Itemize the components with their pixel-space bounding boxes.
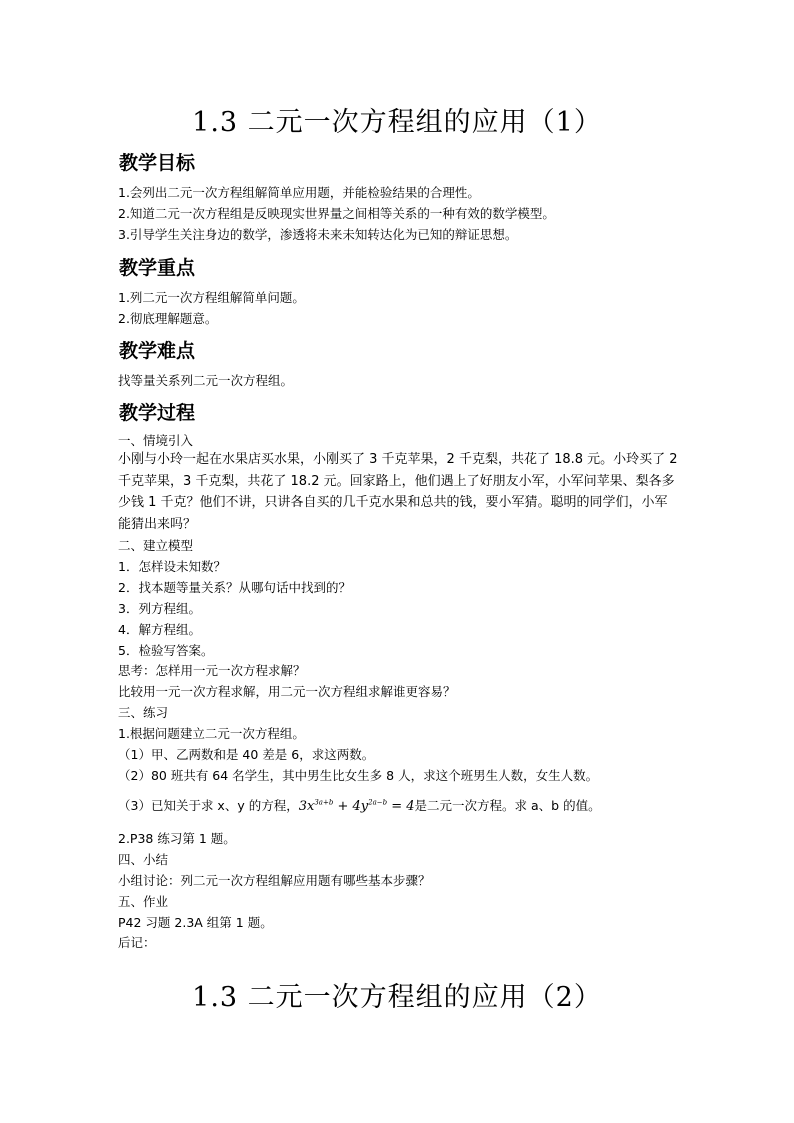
model-step: 2．找本题等量关系？从哪句话中找到的？ xyxy=(118,580,351,595)
practice-question: （2）80 班共有 64 名学生，其中男生比女生多 8 人，求这个班男生人数，女生人数。 xyxy=(118,768,599,783)
model-step: 4．解方程组。 xyxy=(118,622,201,637)
think-question: 思考：怎样用一元一次方程求解？ xyxy=(118,663,306,678)
goal-item: 1.会列出二元一次方程组解简单应用题，并能检验结果的合理性。 xyxy=(118,185,480,200)
keypoint-item: 2.彻底理解题意。 xyxy=(118,311,218,326)
think-question: 比较用一元一次方程求解，用二元一次方程组求解谁更容易？ xyxy=(118,684,456,699)
goal-item: 2.知道二元一次方程组是反映现实世界量之间相等关系的一种有效的数学模型。 xyxy=(118,206,555,221)
section-title-homework: 五、作业 xyxy=(118,894,169,909)
practice-question: （1）甲、乙两数和是 40 差是 6，求这两数。 xyxy=(118,747,375,762)
practice-intro: 1.根据问题建立二元一次方程组。 xyxy=(118,726,305,741)
practice-item: 2.P38 练习第 1 题。 xyxy=(118,831,236,846)
next-lesson-title: 1.3 二元一次方程组的应用（2） xyxy=(192,982,602,1013)
equation: $3x^{3a+b} + 4y^{2a-b} = 4$ xyxy=(298,798,415,814)
section-title-practice: 三、练习 xyxy=(118,705,169,720)
summary-text: 小组讨论：列二元一次方程组解应用题有哪些基本步骤？ xyxy=(118,873,431,888)
goal-item: 3.引导学生关注身边的数学，渗透将未来未知转达化为已知的辩证思想。 xyxy=(118,227,518,242)
difficulty-item: 找等量关系列二元一次方程组。 xyxy=(118,373,294,388)
model-step: 5．检验写答案。 xyxy=(118,643,214,658)
section-title-model: 二、建立模型 xyxy=(118,538,194,553)
keypoints-heading: 教学重点 xyxy=(119,257,196,279)
page-title: 1.3 二元一次方程组的应用（1） xyxy=(192,107,602,138)
section-title-intro: 一、情境引入 xyxy=(118,433,194,448)
section-title-summary: 四、小结 xyxy=(118,852,169,867)
goals-heading: 教学目标 xyxy=(119,152,196,174)
model-step: 3．列方程组。 xyxy=(118,601,201,616)
process-heading: 教学过程 xyxy=(119,402,196,424)
difficulties-heading: 教学难点 xyxy=(119,340,196,362)
homework-text: P42 习题 2.3A 组第 1 题。 xyxy=(118,915,273,930)
practice-question-formula xyxy=(118,796,601,814)
afterword: 后记： xyxy=(118,935,156,950)
model-step: 1．怎样设未知数？ xyxy=(118,559,226,574)
question-text: 是二元一次方程。求 a、b 的值。 xyxy=(414,798,601,813)
intro-paragraph: 小刚与小玲一起在水果店买水果，小刚买了 3 千克苹果，2 千克梨，共花了 18.8 元。小玲买了 2 千克苹果，3 千克梨，共花了 18.2 元。回家路上，他们遇上了好朋友小军，小军问苹果、梨各多少钱 1 千克？他们不讲，只讲各自买的几千克水果和总共的钱，要小军猜。聪明的同学们，小军能猜出来吗？ xyxy=(118,452,678,532)
keypoint-item: 1.列二元一次方程组解简单问题。 xyxy=(118,290,305,305)
question-text: （3）已知关于求 x、y 的方程， xyxy=(118,798,299,813)
